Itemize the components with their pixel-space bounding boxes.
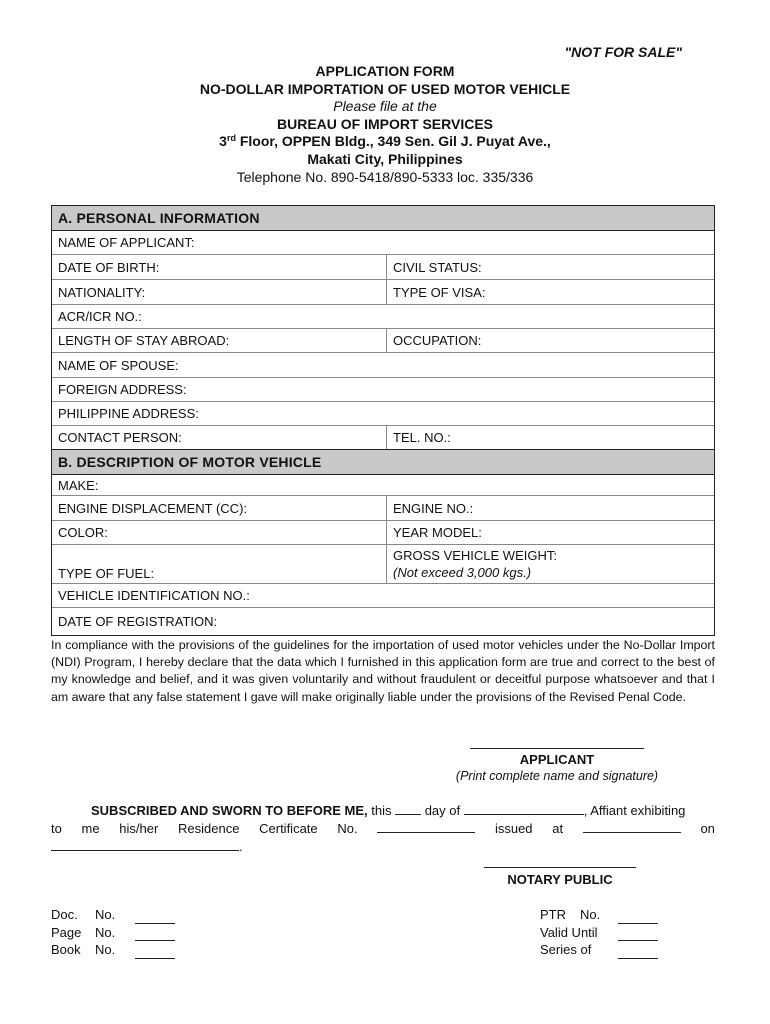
name-of-spouse-field[interactable]: NAME OF SPOUSE: xyxy=(58,357,179,373)
date-of-birth-field[interactable]: DATE OF BIRTH: xyxy=(52,255,387,279)
ptr-text: PTR xyxy=(540,907,566,922)
ptr-label xyxy=(540,906,618,924)
day-blank[interactable] xyxy=(395,802,421,815)
name-of-applicant-field[interactable]: NAME OF APPLICANT: xyxy=(58,235,195,250)
sworn-day-of: day of xyxy=(421,803,464,818)
gross-weight-label: GROSS VEHICLE WEIGHT: xyxy=(393,548,557,563)
page-label: Page xyxy=(51,924,82,940)
bureau-address-line2: Makati City, Philippines xyxy=(307,150,463,167)
declaration-paragraph: In compliance with the provisions of the guidelines for the importation of used motor vehicles under the No-Dollar Import (NDI) Program, I hereby declare that the data which I furnished in this application form are true and correct to the best of my knowledge and belief, and it was given voluntarily and without fraudulent or deceitful purpose whatsoever and that I am aware that any false statement I gave will make originally liable under the provisions of the Revised Penal Code. xyxy=(51,638,715,704)
sworn-statement xyxy=(51,802,715,856)
file-at-text: Please file at the xyxy=(333,98,437,115)
page-no-blank[interactable] xyxy=(135,928,175,941)
form-row xyxy=(52,231,714,255)
gross-vehicle-weight-field[interactable] xyxy=(387,545,714,583)
contact-person-field[interactable]: CONTACT PERSON: xyxy=(52,426,387,449)
form-row xyxy=(52,545,714,584)
applicant-label: APPLICANT xyxy=(519,752,595,767)
sworn-word: at xyxy=(552,821,564,836)
doc-no-label: No. xyxy=(95,907,116,922)
form-row xyxy=(52,305,714,329)
sworn-word: me xyxy=(81,821,100,836)
page-no-row xyxy=(51,924,175,942)
vin-field[interactable]: VEHICLE IDENTIFICATION NO.: xyxy=(58,588,250,603)
applicant-note: (Print complete name and signature) xyxy=(455,769,659,783)
notary-signature-line[interactable] xyxy=(484,867,636,868)
gross-weight-note: (Not exceed 3,000 kgs.) xyxy=(393,565,532,580)
sworn-line-2 xyxy=(51,820,715,838)
ptr-block xyxy=(540,906,658,959)
form-row xyxy=(52,255,714,280)
sworn-line-1 xyxy=(51,802,715,820)
form-row xyxy=(52,521,714,545)
book-no-label: No. xyxy=(95,942,116,958)
floor-number: 3 xyxy=(219,133,227,150)
sworn-word: issued xyxy=(494,821,533,836)
engine-no-field[interactable]: ENGINE NO.: xyxy=(393,500,474,516)
form-row xyxy=(52,353,714,378)
issued-at-blank[interactable] xyxy=(583,820,681,833)
sworn-bold-text: SUBSCRIBED AND SWORN TO BEFORE ME, xyxy=(91,803,368,818)
make-field[interactable]: MAKE: xyxy=(58,477,99,493)
doc-no-blank[interactable] xyxy=(135,911,175,924)
form-row xyxy=(52,608,714,635)
doc-block xyxy=(51,906,175,959)
valid-until-row xyxy=(540,924,658,942)
occupation-field[interactable]: OCCUPATION: xyxy=(393,333,482,348)
ptr-no-text: No. xyxy=(580,907,601,922)
foreign-address-field[interactable]: FOREIGN ADDRESS: xyxy=(58,382,187,397)
section-b-heading: B. DESCRIPTION OF MOTOR VEHICLE xyxy=(52,450,714,475)
series-of-row xyxy=(540,941,658,959)
book-label: Book xyxy=(51,942,81,958)
form-row xyxy=(52,329,714,353)
applicant-signature-line[interactable] xyxy=(470,748,644,749)
form-row xyxy=(52,402,714,426)
floor-suffix: rd xyxy=(226,133,236,144)
sworn-word: to xyxy=(51,821,62,836)
sworn-period: . xyxy=(239,839,243,854)
form-row xyxy=(52,426,714,450)
series-of-blank[interactable] xyxy=(618,946,658,959)
page-no-label: No. xyxy=(95,924,116,940)
sworn-word: Certificate xyxy=(259,821,318,836)
book-no-blank[interactable] xyxy=(135,946,175,959)
sworn-word: on xyxy=(700,821,715,836)
valid-until-blank[interactable] xyxy=(618,928,658,941)
form-row xyxy=(52,475,714,496)
sworn-line-3 xyxy=(51,838,715,856)
ptr-no-blank[interactable] xyxy=(618,911,658,924)
sworn-affiant: , Affiant exhibiting xyxy=(583,803,686,818)
sworn-word: his/her xyxy=(119,821,159,836)
sworn-this: this xyxy=(367,803,396,818)
address-rest: Floor, OPPEN Bldg., 349 Sen. Gil J. Puyat Ave., xyxy=(235,133,551,150)
type-of-fuel-field[interactable]: TYPE OF FUEL: xyxy=(52,545,387,583)
form-row xyxy=(52,280,714,305)
doc-label: Doc. xyxy=(51,907,78,922)
telephone-line: Telephone No. 890-5418/890-5333 loc. 335/336 xyxy=(236,168,534,185)
form-row xyxy=(52,496,714,521)
notary-public-label: NOTARY PUBLIC xyxy=(507,872,613,887)
engine-displacement-field[interactable]: ENGINE DISPLACEMENT (CC): xyxy=(52,496,387,520)
philippine-address-field[interactable]: PHILIPPINE ADDRESS: xyxy=(58,406,199,421)
sworn-word: No. xyxy=(337,821,358,836)
application-form-table xyxy=(51,205,715,636)
form-row xyxy=(52,584,714,608)
series-of-label: Series of xyxy=(540,942,592,958)
date-of-registration-field[interactable]: DATE OF REGISTRATION: xyxy=(58,614,218,629)
ptr-no-row xyxy=(540,906,658,924)
certificate-no-blank[interactable] xyxy=(377,820,475,833)
length-of-stay-field[interactable]: LENGTH OF STAY ABROAD: xyxy=(52,329,387,352)
color-field[interactable]: COLOR: xyxy=(52,521,387,544)
sworn-word: Residence xyxy=(178,821,240,836)
book-no-row xyxy=(51,941,175,959)
form-header xyxy=(0,63,770,186)
type-of-visa-field[interactable]: TYPE OF VISA: xyxy=(393,284,486,300)
bureau-address-line1 xyxy=(0,133,770,151)
valid-until-label: Valid Until xyxy=(540,924,598,940)
month-blank[interactable] xyxy=(464,802,584,815)
section-a-heading: A. PERSONAL INFORMATION xyxy=(52,206,714,231)
doc-no-row xyxy=(51,906,175,924)
nationality-field[interactable]: NATIONALITY: xyxy=(52,280,387,304)
form-row xyxy=(52,378,714,402)
year-model-field[interactable]: YEAR MODEL: xyxy=(393,525,482,540)
acr-icr-field[interactable]: ACR/ICR NO.: xyxy=(58,309,142,324)
tel-no-field[interactable]: TEL. NO.: xyxy=(393,430,451,445)
bureau-name: BUREAU OF IMPORT SERVICES xyxy=(277,115,493,132)
form-title: APPLICATION FORM xyxy=(315,63,455,79)
issued-on-blank[interactable] xyxy=(51,838,239,851)
form-subtitle: NO-DOLLAR IMPORTATION OF USED MOTOR VEHICLE xyxy=(199,80,571,97)
not-for-sale-label: "NOT FOR SALE" xyxy=(564,44,682,60)
civil-status-field[interactable]: CIVIL STATUS: xyxy=(393,259,482,275)
